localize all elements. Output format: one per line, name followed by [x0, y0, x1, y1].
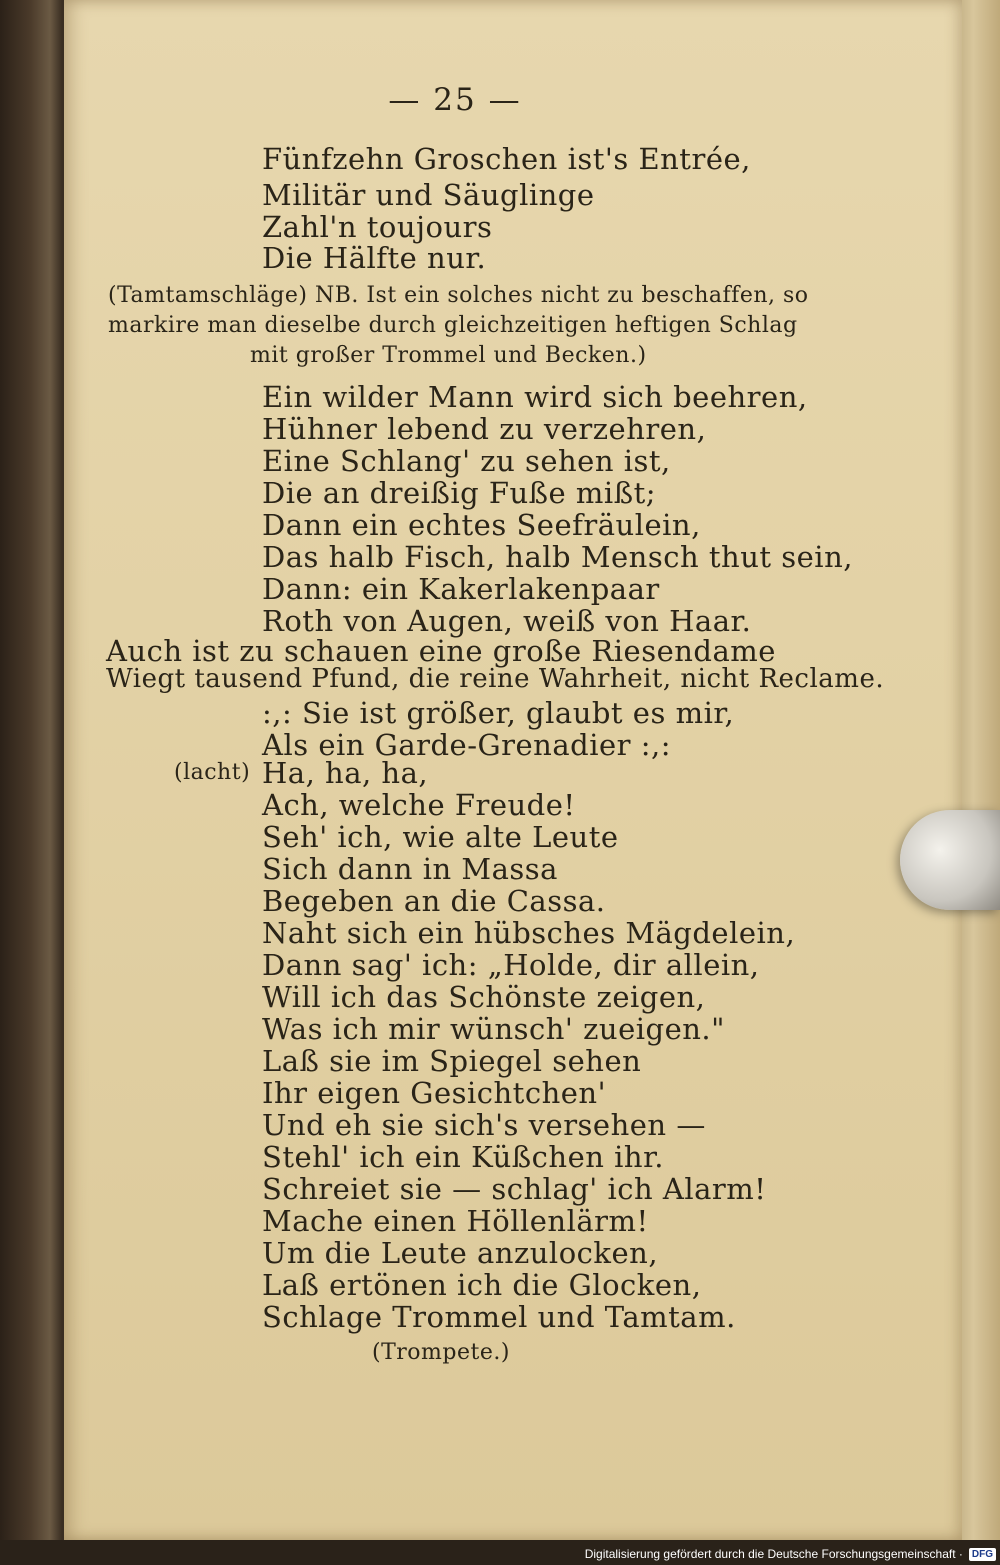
text-line: Als ein Garde-Grenadier :,:: [262, 728, 671, 762]
text-line: Ach, welche Freude!: [262, 788, 576, 822]
page-edge: [962, 0, 1000, 1540]
text-line: Sich dann in Massa: [262, 852, 558, 886]
text-line: Ein wilder Mann wird sich beehren,: [262, 380, 808, 414]
text-line: Was ich mir wünsch' zueigen.": [262, 1012, 725, 1046]
text-line: Ha, ha, ha,: [262, 756, 429, 790]
text-line: Schreiet sie — schlag' ich Alarm!: [262, 1172, 767, 1206]
text-line: Dann sag' ich: „Holde, dir allein,: [262, 948, 760, 982]
footer-credit-text: Digitalisierung gefördert durch die Deutsche Forschungsgemeinschaft ·: [584, 1547, 963, 1561]
text-line: Stehl' ich ein Küßchen ihr.: [262, 1140, 664, 1174]
text-line: Laß sie im Spiegel sehen: [262, 1044, 642, 1078]
text-line: Ihr eigen Gesichtchen': [262, 1076, 607, 1110]
text-line: Um die Leute anzulocken,: [262, 1236, 659, 1270]
stage-direction: markire man dieselbe durch gleichzeitigen heftigen Schlag: [108, 313, 798, 338]
text-line: Laß ertönen ich die Glocken,: [262, 1268, 702, 1302]
text-line: Begeben an die Cassa.: [262, 884, 606, 918]
stage-direction: (Tamtamschläge) NB. Ist ein solches nicht zu beschaffen, so: [108, 283, 809, 308]
page-holder-clip: [900, 810, 1000, 910]
stage-direction: (lacht): [174, 760, 251, 785]
text-line: Dann: ein Kakerlakenpaar: [262, 572, 660, 606]
stage-direction: (Trompete.): [372, 1340, 510, 1365]
text-line: Und eh sie sich's versehen —: [262, 1108, 706, 1142]
text-line: Hühner lebend zu verzehren,: [262, 412, 707, 446]
text-line: Seh' ich, wie alte Leute: [262, 820, 619, 854]
stage-direction: mit großer Trommel und Becken.): [250, 343, 647, 368]
text-line: Dann ein echtes Seefräulein,: [262, 508, 701, 542]
text-line: Eine Schlang' zu sehen ist,: [262, 444, 671, 478]
text-line: Die an dreißig Fuße mißt;: [262, 476, 657, 510]
text-line: Fünfzehn Groschen ist's Entrée,: [262, 142, 751, 176]
text-line: Mache einen Höllenlärm!: [262, 1204, 649, 1238]
text-line: Schlage Trommel und Tamtam.: [262, 1300, 736, 1334]
text-line: :,: Sie ist größer, glaubt es mir,: [262, 696, 735, 730]
page-number: — 25 —: [388, 82, 522, 118]
text-line: Roth von Augen, weiß von Haar.: [262, 604, 752, 638]
text-line: Auch ist zu schauen eine große Riesendame: [106, 634, 776, 668]
text-line: Zahl'n toujours: [262, 210, 493, 244]
text-line: Naht sich ein hübsches Mägdelein,: [262, 916, 796, 950]
text-line: Das halb Fisch, halb Mensch thut sein,: [262, 540, 853, 574]
text-line: Die Hälfte nur.: [262, 241, 487, 275]
text-line: Will ich das Schönste zeigen,: [262, 980, 706, 1014]
footer-credit-bar: [585, 1545, 996, 1563]
dfg-logo: DFG: [969, 1548, 996, 1561]
text-line: Militär und Säuglinge: [262, 178, 595, 212]
text-line: Wiegt tausend Pfund, die reine Wahrheit, nicht Reclame.: [106, 664, 885, 694]
